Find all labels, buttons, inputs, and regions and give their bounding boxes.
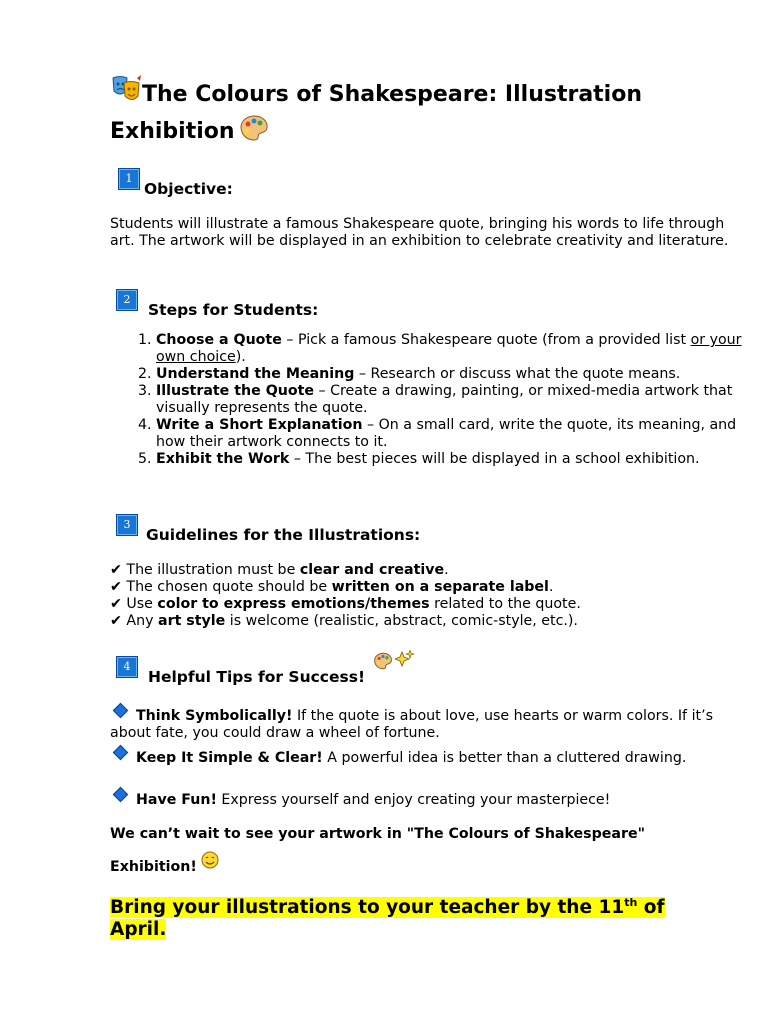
- closing-line-1: We can’t wait to see your artwork in "The Colours of Shakespeare": [110, 826, 645, 842]
- section-objective-heading: [110, 168, 233, 198]
- tip-item: Keep It Simple & Clear! A powerful idea is better than a cluttered drawing.: [110, 750, 740, 767]
- section-title: Helpful Tips for Success!: [148, 668, 366, 686]
- list-item: ✔ Any art style is welcome (realistic, abstract, comic-style, etc.).: [110, 613, 578, 629]
- section-tips-heading: [110, 656, 415, 686]
- list-item: 2. Understand the Meaning – Research or discuss what the quote means.: [156, 366, 756, 383]
- list-item: ✔ The illustration must be clear and creative.: [110, 562, 449, 578]
- checkmark-icon: ✔: [110, 613, 122, 629]
- steps-list: [110, 332, 756, 468]
- blue-diamond-icon: [113, 745, 129, 761]
- guidelines-list: [110, 562, 581, 630]
- deadline-line-1: Bring your illustrations to your teacher by the 11th of: [110, 896, 665, 919]
- tip-item: Think Symbolically! If the quote is about love, use hearts or warm colors. If it’s about fate, you could draw a wheel of fortune.: [110, 708, 740, 742]
- theater-masks-icon: [110, 75, 142, 105]
- section-title: Steps for Students:: [148, 301, 319, 319]
- section-number-badge: 3: [116, 514, 138, 536]
- checkmark-icon: ✔: [110, 562, 122, 578]
- section-title: Guidelines for the Illustrations:: [146, 526, 421, 544]
- blue-diamond-icon: [113, 787, 129, 803]
- section-steps-heading: [110, 289, 319, 319]
- smiley-icon: [201, 848, 219, 866]
- checkmark-icon: ✔: [110, 596, 122, 612]
- list-item: 4. Write a Short Explanation – On a small card, write the quote, its meaning, and how their artwork connects to it.: [156, 417, 756, 451]
- tip-item: Have Fun! Express yourself and enjoy creating your masterpiece!: [110, 792, 740, 809]
- document-title: [110, 76, 750, 150]
- title-text: The Colours of Shakespeare: Illustration Exhibition: [110, 82, 642, 144]
- list-item: ✔ Use color to express emotions/themes related to the quote.: [110, 596, 581, 612]
- checkmark-icon: ✔: [110, 579, 122, 595]
- sparkles-icon: [395, 650, 415, 672]
- section-title: Objective:: [144, 180, 233, 198]
- list-item: ✔ The chosen quote should be written on a separate label.: [110, 579, 554, 595]
- section-guidelines-heading: [110, 514, 421, 544]
- blue-diamond-icon: [113, 703, 129, 719]
- list-item: 5. Exhibit the Work – The best pieces will be displayed in a school exhibition.: [156, 451, 756, 468]
- section-number-badge: 4: [116, 656, 138, 678]
- section-number-badge: 2: [116, 289, 138, 311]
- palette-icon: [239, 114, 269, 142]
- objective-paragraph: Students will illustrate a famous Shakespeare quote, bringing his words to life through art. The artwork will be displayed in an exhibition to celebrate creativity and literature.: [110, 216, 729, 249]
- your-own-choice-text: or your own choice: [156, 332, 742, 365]
- deadline-notice: [110, 892, 665, 941]
- palette-icon: [373, 652, 393, 674]
- list-item: 3. Illustrate the Quote – Create a drawing, painting, or mixed-media artwork that visually represents the quote.: [156, 383, 756, 417]
- section-number-badge: 1: [118, 168, 140, 190]
- deadline-line-2: April.: [110, 919, 167, 941]
- closing-line-2: Exhibition!: [110, 850, 219, 884]
- list-item: 1. Choose a Quote – Pick a famous Shakespeare quote (from a provided list or your own choice).: [156, 332, 756, 366]
